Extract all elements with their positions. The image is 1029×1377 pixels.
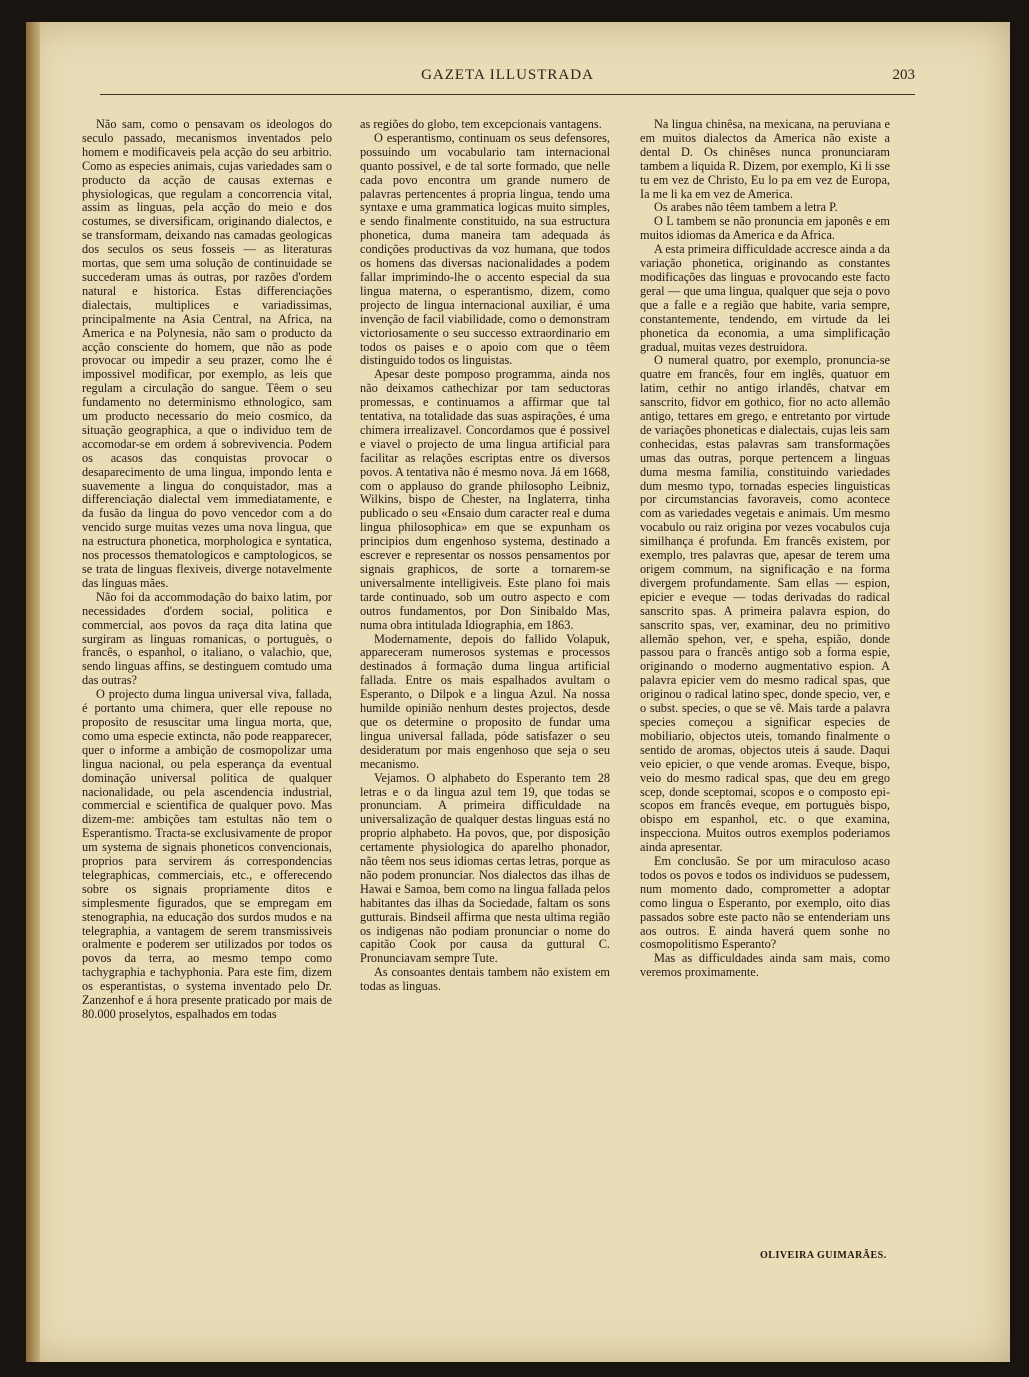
column-3 xyxy=(640,118,890,980)
paragraph: Modernamente, depois do fallido Volapuk, appareceram numerosos systemas e processos destinados á formação duma lingua artificial fallada. Entre os mais espalhados avultam o Esperanto, o Dilpok e a lingua Azul. Na nossa humilde opinião nenhum destes projectos, desde que os determine o proposito de fundar uma lingua universal fallada, póde satisfazer o seu desideratum por mais engenhoso que seja o seu mecanismo. xyxy=(360,631,610,771)
paragraph: Não sam, como o pensavam os ideologos do seculo passado, mecanismos inventados pelo homem e modificaveis pela acção do seu arbitrio. Como as especies animais, cujas variedades sam o producto da acção de causas externas e physiologicas, que regulam a concorrencia vital, assim as linguas, pela acção do meio e dos costumes, se diversificam, originando dialectos, e se transformam, deixando nas camadas geologicas dos seculos os seus fosseis — as literaturas mortas, que sem uma solução de continuidade se succederam umas ás outras, por razões d'ordem natural e historica. Estas differenciações dialectais, multiplices e variadissimas, principalmente na Asia Central, na Africa, na America e na Polynesia, não sam o producto da acção consciente do homem, que não as pode provocar ou impedir a seu prazer, como lhe é impossivel modificar, por exemplo, as leis que regulam a circulação do sangue. Têem o seu fundamento no determinismo ethnologico, sam um producto necessario do meio cosmico, da situação geographica, a que o individuo tem de accomodar-se em ordem á sobrevivencia. Podem os acasos das conquistas provocar o desaparecimento de uma lingua, impondo lenta e suavemente a lingua do conquistador, mas a differenciação dialectal vem immediatamente, e da fusão da lingua do povo vencedor com a do vencido surge muitas vezes uma nova lingua, que na estructura phonetica, morphologica e syntatica, nos processos thematologicos e camptologicos, se se trata de linguas flexiveis, diverge notavelmente das linguas mães. xyxy=(82,117,332,590)
paragraph: Vejamos. O alphabeto do Esperanto tem 28 letras e o da lingua azul tem 19, que todas se pronunciam. A primeira difficuldade na universalização de qualquer destas linguas está no proprio alphabeto. Ha povos, que, por disposição certamente physiologica do aparelho phonador, não têem nos seus idiomas certas letras, porque as não podem pronunciar. Nos dialectos das ilhas de Hawai e Samoa, bem como na lingua fallada pelos habitantes das ilhas da Sociedade, faltam os sons gutturais. Bindseil affirma que nesta ultima região os indigenas não podiam pronunciar o nome do capitão Cook por causa da guttural C. Pronunciavam sempre Tute. xyxy=(360,770,610,966)
publication-title: GAZETA ILLUSTRADA xyxy=(421,67,594,83)
paragraph: Em conclusão. Se por um miraculoso acaso todos os povos e todos os individuos se pudessem, num momento dado, comprometter a adoptar como lingua o Esperanto, por exemplo, oito dias passados sobre este pacto não se entenderiam uns aos outros. E ainda haverá quem sonhe no cosmopolitismo Esperanto? xyxy=(640,854,890,952)
paragraph: O projecto duma lingua universal viva, fallada, é portanto uma chimera, quer elle repouse no proposito de resuscitar uma lingua morta, que, como uma especie extincta, não pode reapparecer, quer o informe a ambição de cosmopolizar uma lingua nacional, ou pela esperança da eventual dominação universal politica de qualquer nacionalidade, ou pela ascendencia industrial, commercial e scientifica de qualquer povo. Mas dizem-me: ambições tam estultas não tem o Esperantismo. Tracta-se exclusivamente de propor um systema de signais phoneticos convencionais, proprios para servirem ás correspondencias telegraphicas, commerciais, etc., e offerecendo sobre os signais propriamente ditos e simplesmente figurados, que se empregam em stenographia, na educação dos surdos mudos e na telegraphia, a vantagem de serem transmissiveis oralmente e poderem ser utilizados por todos os povos da terra, ao mesmo tempo como tachygraphia e tachyphonia. Para este fim, dizem os esperantistas, o systema inventado pelo Dr. Zanzenhof e á hora presente praticado por mais de 80.000 proselytos, espalhados em todas xyxy=(82,687,332,1021)
paragraph: As consoantes dentais tambem não existem em todas as linguas. xyxy=(360,965,610,994)
page-header xyxy=(100,67,915,91)
paragraph: A esta primeira difficuldade accresce ainda a da variação phonetica, originando as constantes modificações das linguas e provocando este facto geral — que uma lingua, qualquer que seja o povo que a falle e a região que habite, varia sempre, constantemente, tendendo, em virtude da lei phonetica da economia, a uma simplificação gradual, muitas vezes destruidora. xyxy=(640,242,890,354)
paragraph: O esperantismo, continuam os seus defensores, possuindo um vocabulario tam internacional quanto possivel, e de tal sorte formado, que nelle cada povo encontra um grande numero de palavras pertencentes á propria lingua, tendo uma syntaxe e uma grammatica logicas muito simples, e sendo finalmente constituido, na sua estructura phonetica, duma maneira tam adequada ás condições productivas da voz humana, que todos os homens das diversas nacionalidades a podem fallar imprimindo-lhe o accento especial da sua lingua materna, o esperantismo, dizem, como projecto de lingua internacional auxiliar, é uma invenção de facil viabilidade, como o demonstram victoriosamente o seu successo extraordinario em todos os paises e o apoio com que o têem distinguido todos os linguistas. xyxy=(360,130,610,368)
page-number: 203 xyxy=(892,67,915,83)
paragraph: Os arabes não têem tambem a letra P. xyxy=(654,200,838,215)
column-2 xyxy=(360,118,610,994)
author-signature: OLIVEIRA GUIMARÃES. xyxy=(760,1250,887,1261)
paragraph: Na lingua chinêsa, na mexicana, na peruviana e em muitos dialectos da America não existe a dental D. Os chinêses nunca pronunciaram tambem a liquida R. Dizem, por exemplo, Ki li sse tu em vez de Christo, Eu lo pa em vez de Europa, Ia me li ka em vez de America. xyxy=(640,117,890,201)
paragraph: Não foi da accommodação do baixo latim, por necessidades d'ordem social, politica e commercial, aos povos da raça dita latina que surgiram as linguas romanicas, o portuguès, o francês, o espanhol, o italiano, o valachio, que, sendo linguas affins, se destinguem comtudo uma das outras? xyxy=(82,589,332,688)
column-1 xyxy=(82,118,332,1022)
paragraph: Apesar deste pomposo programma, ainda nos não deixamos cathechizar por tam seductoras promessas, e continuamos a affirmar que tal tentativa, na totalidade das suas aspirações, é uma chimera irrealizavel. Concordamos que é possivel e viavel o projecto de uma lingua artificial para facilitar as relações escriptas entre os diversos povos. A tentativa não é mesmo nova. Já em 1668, com o applauso do grande philosopho Leibniz, Wilkins, bispo de Chester, na Inglaterra, tinha publicado o seu «Ensaio dum caracter real e duma lingua philosophica» em que se expunham os principios dum engenhoso systema, destinado a escrever e representar os nossos pensamentos por signais graphicos, de sorte a tornarem-se universalmente intelligiveis. Este plano foi mais tarde continuado, sob um outro aspecto e com outros fundamentos, por Don Sinibaldo Mas, numa obra intitulada Idiographia, em 1863. xyxy=(360,367,610,632)
paragraph: O numeral quatro, por exemplo, pronuncia-se quatre em francês, four em inglês, quatuor em latim, cethir no antigo irlandês, chatvar em sanscrito, fidvor em gothico, fior no acto allemão antigo, tettares em grego, e entretanto por virtude de variações phoneticas e dialectais, cujas leis sam conhecidas, estas palavras sam transformações umas das outras, porque pertencem a linguas duma mesma familia, constituindo variedades dum mesmo typo, tornadas especies linguisticas por circumstancias favoraveis, como acontece com as variedades vegetais e animais. Um mesmo vocabulo ou raiz origina por vezes vocabulos cuja similhança é profunda. Em francês existem, por exemplo, tres palavras que, apesar de terem uma origem commum, na significação e na forma divergem profundamente. Sam ellas — espion, epicier e eveque — todas derivadas do radical sanscrito spas. A primeira palavra espion, do sanscrito spas, ver, examinar, deu no primitivo allemão spehon, ver, e speha, espião, donde passou para o francês antigo sob a forma espie, originando o moderno augmentativo espion. A palavra epicier vem do mesmo radical spas, que originou o radical latino spec, donde specio, ver, e o subst. species, o que se vê. Mais tarde a palavra species começou a significar especies de mobiliario, objectos uteis, tomando finalmente o sentido de aromas, objectos uteis á saude. Daqui veio epicier, o que vende aromas. Eveque, bispo, veio do mesmo radical spas, que deu em grego scep, donde sceptomai, scopos e o composto epi-scopos em francês eveque, em portuguès bispo, obispo em espanhol, etc. o que examina, inspecciona. Muitos outros exemplos poderiamos ainda apresentar. xyxy=(640,353,890,855)
paragraph: O L tambem se não pronuncia em japonês e em muitos idiomas da America e da Africa. xyxy=(640,214,890,243)
page-spine xyxy=(26,22,40,1362)
header-rule xyxy=(100,94,915,95)
paragraph: Mas as difficuldades ainda sam mais, como veremos proximamente. xyxy=(640,951,890,980)
paragraph: as regiões do globo, tem excepcionais vantagens. xyxy=(360,117,602,131)
